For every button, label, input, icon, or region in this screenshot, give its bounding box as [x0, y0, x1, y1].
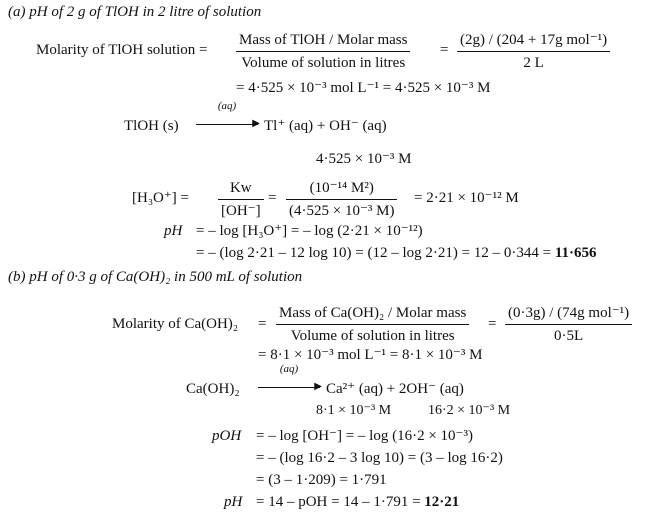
fraction-denominator: [OH⁻] — [221, 203, 261, 219]
part-b-ph-line — [256, 493, 459, 511]
part-b-heading: (b) pH of 0·3 g of Ca(OH)₂ in 500 mL of solution — [8, 269, 303, 285]
fraction-denominator: (4·525 × 10⁻³ M) — [289, 203, 395, 219]
fraction-denominator: 2 L — [523, 55, 544, 71]
part-a-products: Tl⁺ (aq) + OH⁻ (aq) — [264, 118, 387, 134]
equals-sign: = — [440, 42, 449, 58]
arrow-shaft — [196, 124, 258, 125]
ph-working: = – (log 2·21 – 12 log 10) = (12 – log 2·21) = 12 – 0·344 = — [196, 245, 552, 261]
fraction-numerator: Mass of TlOH / Molar mass — [236, 31, 410, 52]
ph-working: = 14 – pOH = 14 – 1·791 = — [256, 494, 421, 510]
part-a-h3o-fraction — [286, 179, 397, 220]
part-b-molarity-fraction — [276, 304, 469, 345]
arrow-shaft — [258, 387, 320, 388]
fraction-numerator: Mass of Ca(OH)₂ / Molar mass — [276, 304, 469, 325]
part-a-molarity-label: Molarity of TlOH solution = — [36, 42, 208, 58]
part-a-ph-line-1: = – log [H₃O⁺] = – log (2·21 × 10⁻¹²) — [196, 223, 423, 239]
part-b-poh-line-1: = – log [OH⁻] = – log (16·2 × 10⁻³) — [256, 428, 473, 444]
part-a-ph-label: pH — [164, 223, 183, 239]
part-b-molarity-result: = 8·1 × 10⁻³ mol L⁻¹ = 8·1 × 10⁻³ M — [258, 347, 483, 363]
part-a-oh-concentration: 4·525 × 10⁻³ M — [316, 151, 412, 167]
part-a-heading: (a) pH of 2 g of TlOH in 2 litre of solution — [8, 4, 262, 20]
part-a-value-fraction — [457, 31, 610, 72]
part-b-molarity-label: Molarity of Ca(OH)₂ — [112, 316, 239, 332]
fraction-numerator: Kw — [218, 179, 264, 200]
part-a-h3o-result: = 2·21 × 10⁻¹² M — [414, 190, 519, 206]
part-b-poh-line-3: = (3 – 1·209) = 1·791 — [256, 472, 387, 488]
equals-sign: = — [258, 316, 267, 332]
part-b-ca-concentration: 8·1 × 10⁻³ M — [316, 403, 392, 418]
fraction-numerator: (10⁻¹⁴ M²) — [286, 179, 397, 200]
fraction-numerator: (0·3g) / (74g mol⁻¹) — [505, 304, 632, 325]
part-b-poh-line-2: = – (log 16·2 – 3 log 10) = (3 – log 16·2) — [256, 450, 503, 466]
part-a-ph-answer: 11·656 — [554, 245, 597, 261]
part-b-ph-answer: 12·21 — [424, 494, 460, 510]
part-b-ph-label: pH — [224, 494, 243, 510]
fraction-numerator: (2g) / (204 + 17g mol⁻¹) — [457, 31, 610, 52]
fraction-denominator: Volume of solution in litres — [241, 55, 406, 71]
part-b-poh-label: pOH — [212, 428, 242, 444]
part-a-molarity-fraction — [236, 31, 410, 72]
part-b-products: Ca²⁺ (aq) + 2OH⁻ (aq) — [326, 381, 464, 397]
arrow-head-icon: ▶ — [314, 381, 322, 392]
part-a-reactant: TlOH (s) — [124, 118, 179, 134]
part-b-oh-concentration: 16·2 × 10⁻³ M — [428, 403, 511, 418]
part-a-molarity-result: = 4·525 × 10⁻³ mol L⁻¹ = 4·525 × 10⁻³ M — [236, 80, 491, 96]
part-b-value-fraction — [505, 304, 632, 345]
arrow-label: (aq) — [279, 363, 299, 375]
fraction-denominator: Volume of solution in litres — [290, 328, 455, 344]
equals-sign: = — [488, 316, 497, 332]
part-a-h3o-label: [H₃O⁺] = — [132, 190, 190, 206]
part-a-kw-fraction — [218, 179, 264, 220]
arrow-label: (aq) — [217, 100, 237, 112]
part-a-ph-line-2 — [196, 244, 597, 262]
equals-sign: = — [268, 190, 277, 206]
part-b-reactant: Ca(OH)₂ — [186, 381, 240, 397]
arrow-head-icon: ▶ — [252, 118, 260, 129]
fraction-denominator: 0·5L — [553, 328, 584, 344]
